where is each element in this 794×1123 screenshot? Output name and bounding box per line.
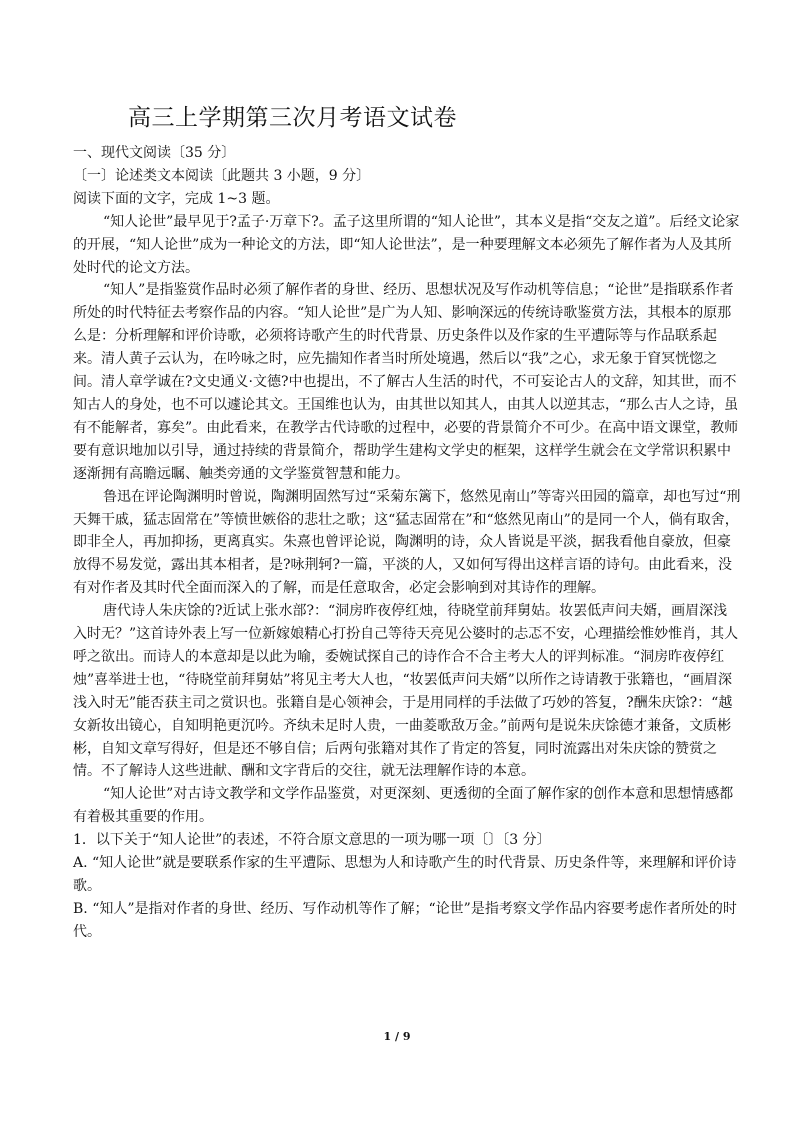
- exam-title: 高三上学期第三次月考语文试卷: [128, 105, 457, 131]
- reading-instruction: 阅读下面的文字，完成 1~3 题。: [73, 190, 280, 207]
- passage-paragraph-1: “知人论世”最早见于?孟子·万章下?。孟子这里所谓的“知人论世”，其本义是指“交友之道”。后经文论家的开展，“知人论世”成为一种论文的方法，即“知人论世法”，是一种要理解文本必须先了解作者为人及其所处时代的论文方法。: [73, 213, 740, 276]
- exam-body: [73, 142, 741, 944]
- page-number: 1 / 9: [383, 1030, 411, 1043]
- passage-paragraph-4: 唐代诗人朱庆馀的?近试上张水部?：“洞房昨夜停红烛，待晓堂前拜舅姑。妆罢低声问夫婿，画眉深浅入时无？”这首诗外表上写一位新嫁娘精心打扮自己等待天亮见公婆时的忐忑不安，心理描绘惟妙惟肖，其人呼之欲出。而诗人的本意却是以此为喻，委婉试探自己的诗作合不合主考大人的评判标准。“洞房昨夜停红烛”喜举进士也，“待晓堂前拜舅姑”将见主考大人也，“妆罢低声问夫婿”以所作之诗请教于张籍也，“画眉深浅入时无”能否获主司之赏识也。张籍自是心领神会，于是用同样的手法做了巧妙的答复，?酬朱庆馀?：“越女新妆出镜心，自知明艳更沉吟。齐纨未足时人贵，一曲菱歌敌万金。”前两句是说朱庆馀德才兼备，文质彬彬，自知文章写得好，但是还不够自信；后两句张籍对其作了肯定的答复，同时流露出对朱庆馀的赞赏之情。不了解诗人这些进献、酬和文字背后的交往，就无法理解作诗的本意。: [73, 603, 739, 780]
- question-1-option-a: A. “知人论世”就是要联系作家的生平遭际、思想为人和诗歌产生的时代背景、历史条件等，来理解和评价诗歌。: [73, 855, 737, 894]
- question-1: 1．以下关于“知人论世”的表述，不符合原文意思的一项为哪一项〔〕〔3 分〕: [73, 832, 551, 849]
- subsection-heading: 〔一〕论述类文本阅读〔此题共 3 小题，9 分〕: [73, 167, 371, 184]
- passage-paragraph-2: “知人”是指鉴赏作品时必须了解作者的身世、经历、思想状况及写作动机等信息；“论世”是指联系作者所处的时代特征去考察作品的内容。“知人论世”是广为人知、影响深远的传统诗歌鉴赏方法，其根本的原那么是：分析理解和评价诗歌，必须将诗歌产生的时代背景、历史条件以及作家的生平遭际等与作品联系起来。清人黄子云认为，在吟咏之时，应先揣知作者当时所处境遇，然后以“我”之心，求无象于窅冥恍惚之间。清人章学诚在?文史通义·文德?中也提出，不了解古人生活的时代，不可妄论古人的文辞，知其世，而不知古人的身处，也不可以遽论其文。王国维也认为，由其世以知其人，由其人以逆其志，“那么古人之诗，虽有不能解者，寡矣”。由此看来，在教学古代诗歌的过程中，必要的背景简介不可少。在高中语文课堂，教师要有意识地加以引导，通过持续的背景简介，帮助学生建构文学史的框架，这样学生就会在文学常识积累中逐渐拥有高瞻远瞩、触类旁通的文学鉴赏智慧和能力。: [73, 282, 739, 482]
- passage-paragraph-5: “知人论世”对古诗文教学和文学作品鉴赏，对更深刻、更透彻的全面了解作家的创作本意和思想情感都有着极其重要的作用。: [73, 786, 734, 826]
- section-heading: 一、现代文阅读〔35 分〕: [73, 145, 236, 161]
- question-1-option-b: B. “知人”是指对作者的身世、经历、写作动机等作了解；“论世”是指考察文学作品内容要考虑作者所处的时代。: [73, 900, 737, 940]
- passage-paragraph-3: 鲁迅在评论陶渊明时曾说，陶渊明固然写过“采菊东篱下，悠然见南山”等寄兴田园的篇章，却也写过“刑天舞干戚，猛志固常在”等愤世嫉俗的悲壮之歌；这“猛志固常在”和“悠然见南山”的是同一个人，倘有取舍，即非全人，再加抑扬，更离真实。朱熹也曾评论说，陶渊明的诗，众人皆说是平淡，据我看他自豪放，但豪放得不易发觉，露出其本相者，是?咏荆轲?一篇，平淡的人，又如何写得出这样言语的诗句。由此看来，没有对作者及其时代全面而深入的了解，而是任意取舍，必定会影响到对其诗作的理解。: [73, 488, 741, 597]
